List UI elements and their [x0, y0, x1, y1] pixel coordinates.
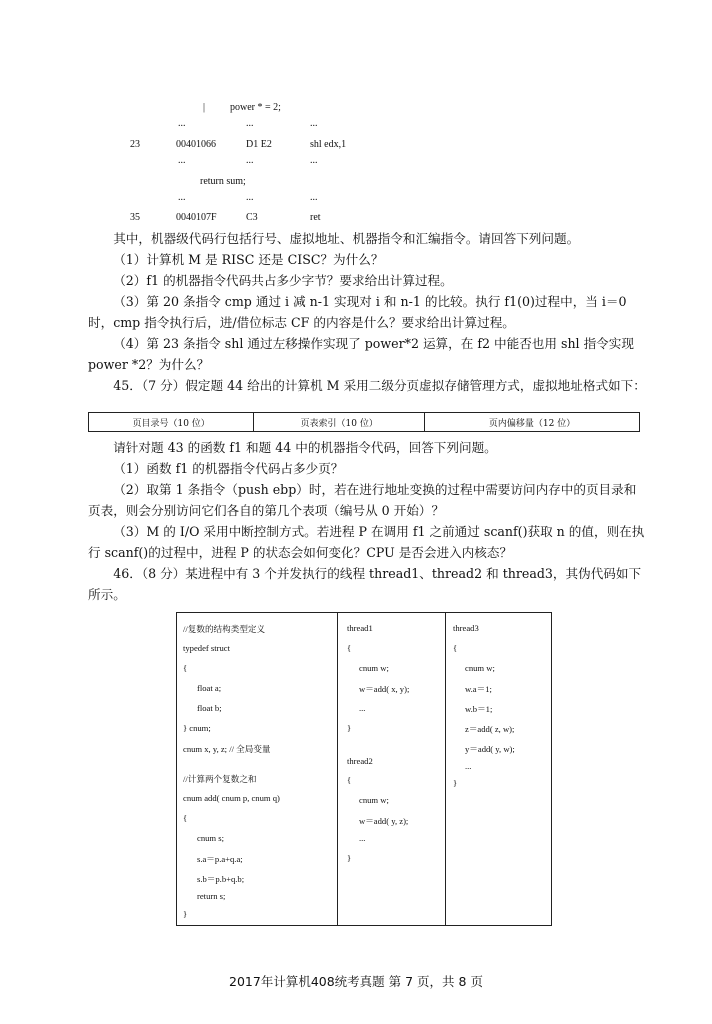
dots: ... [178, 192, 186, 203]
code-line: w.b＝1; [465, 704, 493, 714]
code-line: thread2 [347, 756, 373, 766]
code-line: } [453, 778, 458, 788]
page-directory-field: 页目录号（10 位） [89, 413, 254, 432]
code-line: //计算两个复数之和 [183, 774, 257, 784]
question-4: （4）第 23 条指令 shl 通过左移操作实现了 power*2 运算，在 f2 中能否也用 shl 指令实现 power *2？为什么？ [88, 336, 634, 372]
question-45-3: （3）M 的 I/O 采用中断控制方式。若进程 P 在调用 f1 之前通过 scanf()获取 n 的值，则在执行 scanf()的过程中，进程 P 的状态会如何变化？CPU 是否会进入内核态？ [88, 524, 645, 560]
dots: ... [310, 118, 318, 129]
virtual-address: 00401066 [176, 139, 216, 150]
code-line: cnum x, y, z; // 全局变量 [183, 744, 271, 754]
code-line: y＝add( y, w); [465, 744, 515, 754]
code-power-line: power * = 2; [230, 102, 281, 113]
question-45: 45．（7 分）假定题 44 给出的计算机 M 采用二级分页虚拟存储管理方式，虚拟地址格式如下： [113, 378, 646, 393]
code-line: { [183, 663, 188, 673]
code-line: w.a＝1; [465, 684, 492, 694]
code-line: ... [359, 833, 366, 843]
page-offset-field: 页内偏移量（12 位） [425, 413, 640, 432]
code-line: float a; [197, 683, 222, 693]
question-1: （1）计算机 M 是 RISC 还是 CISC？为什么？ [113, 252, 384, 267]
question-45-2: （2）取第 1 条指令（push ebp）时，若在进行地址变换的过程中需要访问内存中的页目录和页表，则会分别访问它们各自的第几个表项（编号从 0 开始）？ [88, 482, 637, 518]
code-line: cnum w; [359, 795, 389, 805]
code-bar: | [203, 102, 206, 113]
code-line: w＝add( y, z); [359, 816, 409, 826]
code-line: ... [465, 761, 472, 771]
dots: ... [246, 118, 254, 129]
code-line: thread3 [453, 623, 479, 633]
virtual-address-format [88, 412, 640, 432]
code-line: cnum add( cnum p, cnum q) [183, 793, 280, 803]
page-footer: 2017年计算机408统考真题 第 7 页，共 8 页 [229, 974, 483, 989]
code-line: cnum w; [359, 663, 389, 673]
intro-paragraph: 其中，机器级代码行包括行号、虚拟地址、机器指令和汇编指令。请回答下列问题。 [113, 231, 580, 246]
thread3-column [445, 613, 551, 925]
question-3: （3）第 20 条指令 cmp 通过 i 减 n-1 实现对 i 和 n-1 的比较。执行 f1(0)过程中，当 i＝0 时，cmp 指令执行后，进/借位标志 CF 的内容是什么？要求给出计算过程。 [88, 294, 627, 330]
code-line: thread1 [347, 623, 373, 633]
question-45-intro: 请针对题 43 的函数 f1 和题 44 中的机器指令代码，回答下列问题。 [113, 440, 497, 455]
page-table-index-field: 页表索引（10 位） [254, 413, 425, 432]
code-return-line: return sum; [200, 176, 246, 187]
code-line: { [453, 643, 458, 653]
code-line: ... [359, 703, 366, 713]
question-45-1: （1）函数 f1 的机器指令代码占多少页？ [113, 461, 344, 476]
dots: ... [246, 155, 254, 166]
dots: ... [310, 192, 318, 203]
code-line: typedef struct [183, 643, 231, 653]
pseudocode-box [176, 612, 552, 926]
dots: ... [246, 192, 254, 203]
code-line: float b; [197, 703, 222, 713]
code-line: s.a＝p.a+q.a; [197, 854, 243, 864]
code-line: s.b＝p.b+q.b; [197, 874, 245, 884]
code-line: cnum w; [465, 663, 495, 673]
virtual-address: 0040107F [176, 212, 217, 223]
code-line: return s; [197, 891, 226, 901]
struct-definition-column [177, 613, 338, 925]
dots: ... [178, 155, 186, 166]
code-line: cnum s; [197, 833, 224, 843]
code-line: { [183, 813, 188, 823]
code-line: { [347, 643, 352, 653]
code-line: z＝add( z, w); [465, 724, 515, 734]
assembly: shl edx,1 [310, 139, 347, 150]
code-line: } [347, 723, 352, 733]
code-line: { [347, 775, 352, 785]
question-2: （2）f1 的机器指令代码共占多少字节？要求给出计算过程。 [113, 273, 453, 288]
question-46: 46．（8 分）某进程中有 3 个并发执行的线程 thread1、thread2 和 thread3，其伪代码如下所示。 [88, 566, 642, 602]
thread1-thread2-column [337, 613, 446, 925]
line-number: 35 [130, 212, 140, 223]
code-line: } cnum; [183, 723, 211, 733]
line-number: 23 [130, 139, 140, 150]
machine-code: D1 E2 [246, 139, 272, 150]
assembly: ret [310, 212, 321, 223]
dots: ... [310, 155, 318, 166]
code-line: } [347, 853, 352, 863]
code-line: } [183, 909, 188, 919]
dots: ... [178, 118, 186, 129]
code-line: w＝add( x, y); [359, 684, 410, 694]
code-line: //复数的结构类型定义 [183, 624, 266, 634]
machine-code: C3 [246, 212, 258, 223]
